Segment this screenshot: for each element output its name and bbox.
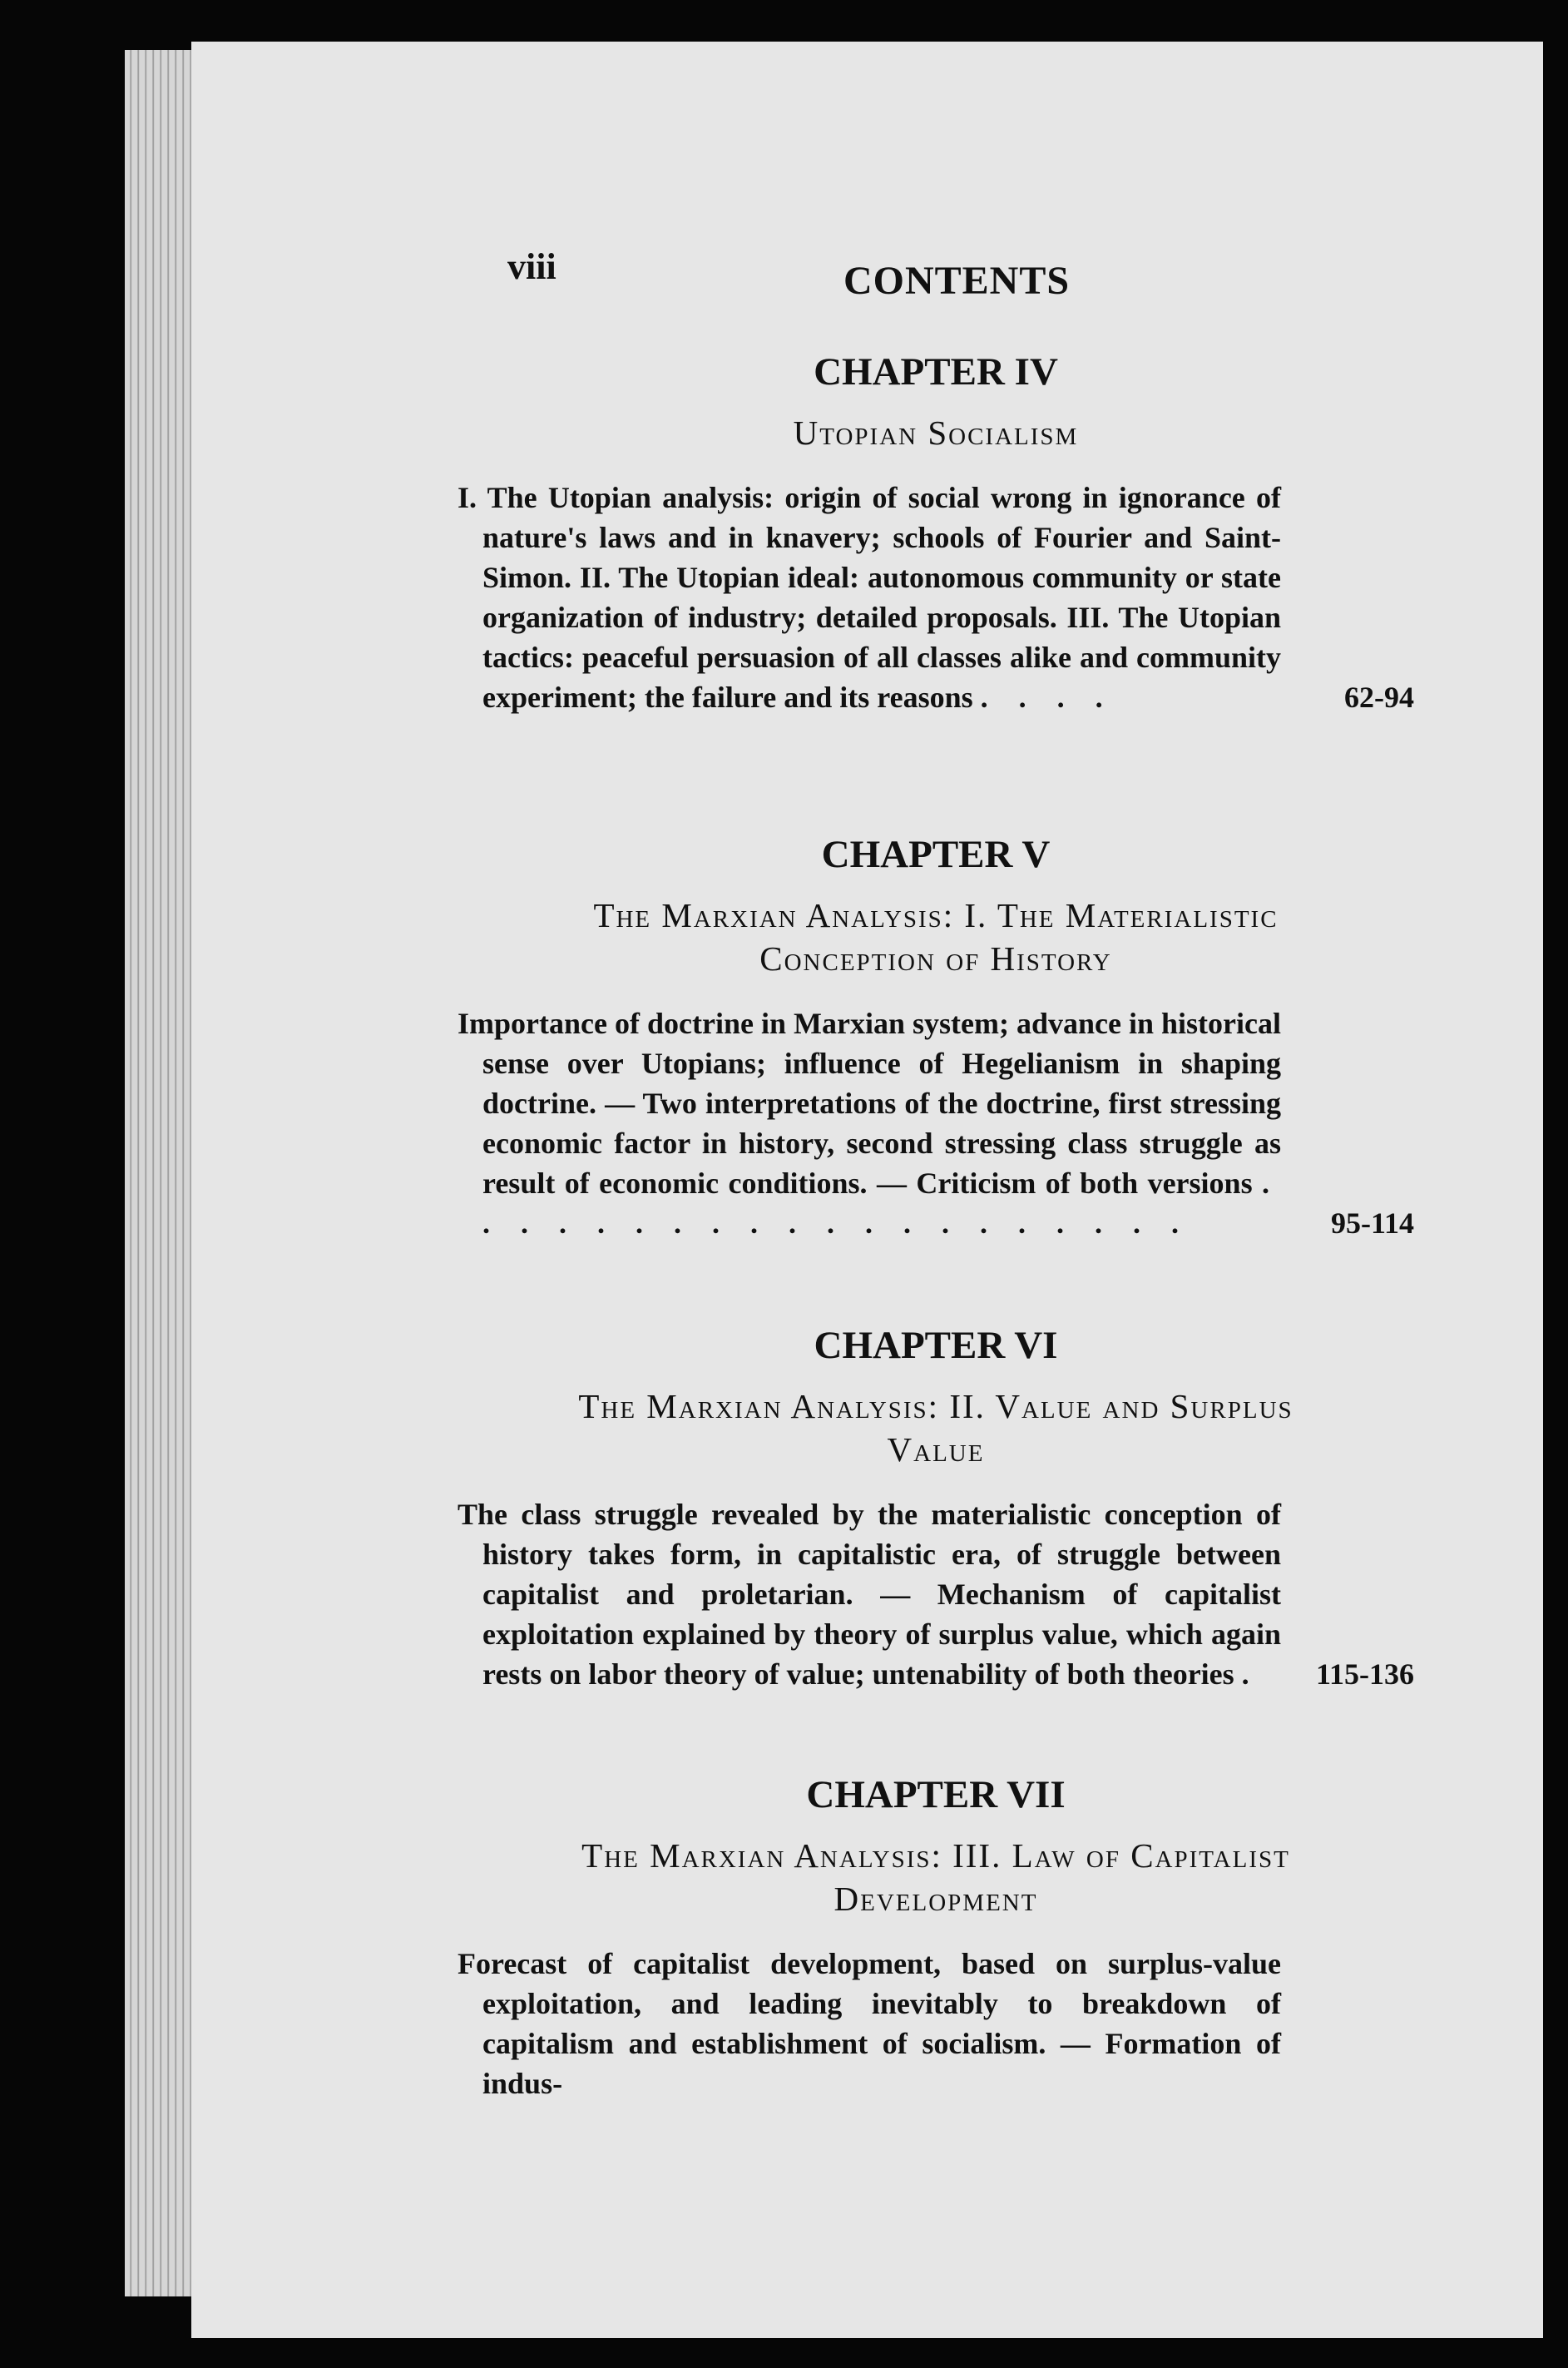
- dot-leader: .: [1241, 1657, 1261, 1691]
- page-number: viii: [507, 246, 556, 287]
- page-range: 62-94: [1344, 681, 1414, 714]
- dot-leader: . . . .: [980, 681, 1115, 714]
- chapter-title: Utopian Socialism: [793, 414, 1079, 452]
- chapter-entry: [458, 1323, 1414, 1694]
- summary-text: The class struggle revealed by the materialistic conception of history takes form, in capitalistic era, of struggle between capitalist and proletarian. — Mechanism of capitalist exploitation explained by theory of surplus value, which again rests on labor theory of value; untenability of both theories: [458, 1498, 1281, 1691]
- chapter-entry: [458, 349, 1414, 717]
- book-page: [191, 42, 1543, 2338]
- page-range: 95-114: [1330, 1206, 1414, 1240]
- chapter-heading: CHAPTER VI: [814, 1324, 1058, 1367]
- chapter-entry: [458, 1772, 1414, 2103]
- chapter-title: The Marxian Analysis: I. The Materialistic Conception of History: [593, 896, 1279, 978]
- summary-text: I. The Utopian analysis: origin of social wrong in ignorance of nature's laws and in knavery; schools of Fourier and Saint-Simon. II. The Utopian ideal: autonomous community or state organization of industry; detailed proposals. III. The Utopian tactics: peaceful persuasion of all classes alike and community experiment; the failure and its reasons: [458, 481, 1281, 714]
- chapter-heading: CHAPTER VII: [806, 1773, 1066, 1816]
- chapter-summary: [458, 478, 1414, 717]
- summary-text: Forecast of capitalist development, based on surplus-value exploitation, and leading inevitably to breakdown of capitalism and establishment of socialism. — Formation of indus-: [458, 1947, 1281, 2100]
- chapter-summary: [458, 1494, 1414, 1694]
- dot-leader: . . . . . . . . . . . . . . . . . . . .: [482, 1167, 1282, 1240]
- summary-text: Importance of doctrine in Marxian system; advance in historical sense over Utopians; influence of Hegelianism in shaping doctrine. — Two interpretations of the doctrine, first stressing economic factor in history, second stressing class struggle as result of economic conditions. — Criticism of both versions: [458, 1007, 1281, 1200]
- chapter-title: The Marxian Analysis: III. Law of Capitalist Development: [581, 1836, 1290, 1918]
- chapter-entry: [458, 832, 1414, 1243]
- chapter-summary: [458, 1944, 1281, 2103]
- chapter-heading: CHAPTER IV: [814, 350, 1058, 394]
- running-head: CONTENTS: [843, 259, 1071, 303]
- chapter-summary: [458, 1003, 1414, 1243]
- page-range: 115-136: [1315, 1657, 1414, 1691]
- chapter-title: The Marxian Analysis: II. Value and Surplus Value: [578, 1387, 1293, 1469]
- chapter-heading: CHAPTER V: [821, 833, 1051, 876]
